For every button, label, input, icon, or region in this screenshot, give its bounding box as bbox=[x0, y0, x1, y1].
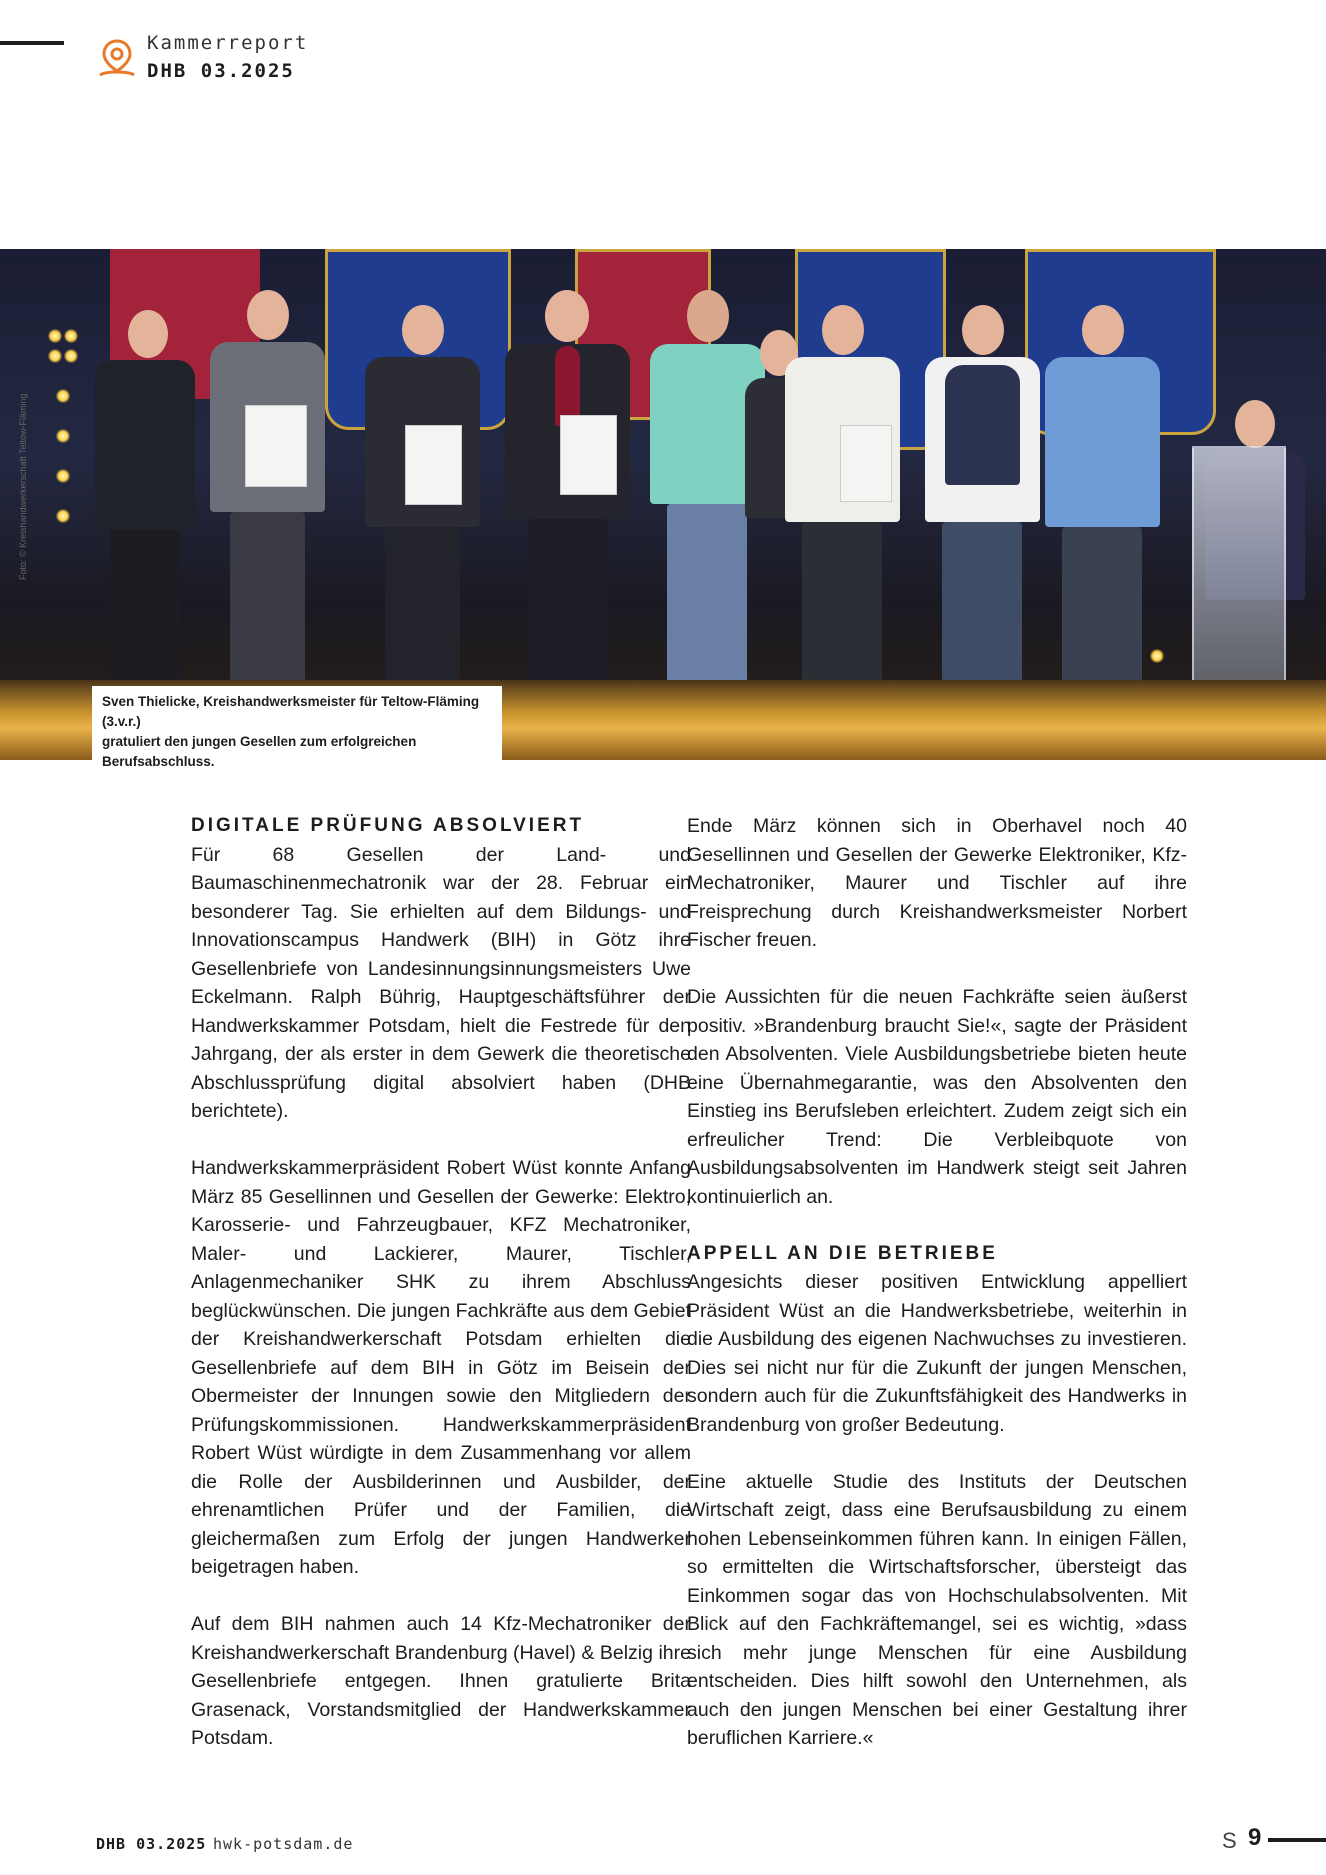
paragraph: Die Aussichten für die neuen Fachkräfte seien äußerst positiv. »Brandenburg braucht Sie!«, sagte der Präsident den Absolventen. Viele Ausbildungsbetriebe bieten heute eine Übernahmegarantie, was den Absolventen den Einstieg ins Berufsleben erleichtert. Zudem zeigt sich ein erfreulicher Trend: Die Verbleibquote von Ausbildungsabsolventen im Handwerk steigt seit Jahren kontinuierlich an. bbox=[687, 986, 1187, 1208]
person bbox=[90, 310, 200, 730]
article-column-left bbox=[191, 812, 691, 1781]
person bbox=[360, 305, 485, 730]
stage-light bbox=[64, 329, 78, 343]
person bbox=[500, 290, 635, 730]
section-heading: DIGITALE PRÜFUNG ABSOLVIERT bbox=[191, 815, 585, 836]
header-rule-left bbox=[0, 41, 64, 45]
person bbox=[920, 305, 1045, 730]
footer-issue: DHB 03.2025 bbox=[96, 1835, 207, 1853]
header-issue: DHB 03.2025 bbox=[147, 60, 295, 82]
paragraph: Für 68 Gesellen der Land- und Baumaschinenmechatronik war der 28. Februar ein besonderer Tag. Sie erhielten auf dem Bildungs- und Innovationscampus Handwerk (BIH) in Götz ihre Gesellenbriefe von Landesinnungsinnungsmeisters Uwe Eckelmann. Ralph Bührig, Hauptgeschäftsführer der Handwerkskammer Potsdam, hielt die Festrede für den Jahrgang, der als erster in dem Gewerk die theoretische Abschlussprüfung digital absolviert haben (DHB berichtete). bbox=[191, 843, 691, 1122]
section-kicker: Kammerreport bbox=[147, 32, 309, 54]
stage-light bbox=[56, 389, 70, 403]
article-column-right bbox=[687, 812, 1187, 1781]
section-heading: APPELL AN DIE BETRIEBE bbox=[687, 1242, 998, 1264]
photo-credit: Foto: © Kreishandwerkerschaft Teltow-Fläming bbox=[18, 393, 28, 580]
lectern bbox=[1192, 446, 1286, 720]
stage-light bbox=[56, 469, 70, 483]
person bbox=[1040, 305, 1165, 730]
paragraph: Ende März können sich in Oberhavel noch 40 Gesellinnen und Gesellen der Gewerke Elektroniker, Kfz-Mechatroniker, Maurer und Tischler auf ihre Freisprechung durch Kreishandwerksmeister Norbert Fischer freuen. bbox=[687, 815, 1187, 951]
footer-rule-right bbox=[1268, 1838, 1326, 1842]
stage-light bbox=[48, 349, 62, 363]
person bbox=[780, 305, 905, 730]
footer-url[interactable]: hwk-potsdam.de bbox=[213, 1835, 354, 1853]
person bbox=[205, 290, 330, 730]
page-number: 9 bbox=[1248, 1824, 1262, 1851]
stage-light bbox=[64, 349, 78, 363]
stage-light bbox=[56, 429, 70, 443]
page-prefix: S bbox=[1222, 1828, 1237, 1853]
paragraph: Auf dem BIH nahmen auch 14 Kfz-Mechatroniker der Kreishandwerkerschaft Brandenburg (Havel) & Belzig ihre Gesellenbriefe entgegen. Ihnen gratulierte Brita Grasenack, Vorstandsmitglied der Handwerkskammer Potsdam. bbox=[191, 1613, 691, 1749]
stage-light bbox=[48, 329, 62, 343]
article-photo bbox=[0, 249, 1326, 760]
photo-caption bbox=[92, 686, 502, 778]
stage-light bbox=[56, 509, 70, 523]
paragraph: Angesichts dieser positiven Entwicklung appelliert Präsident Wüst an die Handwerksbetriebe, weiterhin in die Ausbildung des eigenen Nachwuchses zu investieren. Dies sei nicht nur für die Zukunft der jungen Menschen, sondern auch für die Zukunftsfähigkeit des Handwerks in Brandenburg von großer Bedeutung. bbox=[687, 1271, 1187, 1436]
caption-line: Sven Thielicke, Kreishandwerksmeister für Teltow-Fläming (3.v.r.) bbox=[102, 694, 480, 729]
caption-line: gratuliert den jungen Gesellen zum erfolgreichen Berufsabschluss. bbox=[102, 734, 417, 769]
location-pin-icon bbox=[96, 37, 138, 79]
paragraph: Eine aktuelle Studie des Instituts der Deutschen Wirtschaft zeigt, dass eine Berufsausbildung zu einem hohen Lebenseinkommen führen kann. In einigen Fällen, so ermittelten die Wirtschaftsforscher, übersteigt das Einkommen sogar das von Hochschulabsolventen. Mit Blick auf den Fachkräftemangel, sei es wichtig, »dass sich mehr junge Menschen für eine Ausbildung entscheiden. Dies hilft sowohl den Unternehmen, als auch den jungen Menschen bei einer Gestaltung ihrer beruflichen Karriere.« bbox=[687, 1470, 1187, 1749]
paragraph: Handwerkskammerpräsident Robert Wüst konnte Anfang März 85 Gesellinnen und Gesellen der Gewerke: Elektro, Karosserie- und Fahrzeugbauer, KFZ Mechatroniker, Maler- und Lackierer, Maurer, Tischler, Anlagenmechaniker SHK zu ihrem Abschluss beglückwünschen. Die jungen Fachkräfte aus dem Gebiet der Kreishandwerkerschaft Potsdam erhielten die Gesellenbriefe auf dem BIH in Götz im Beisein der Obermeister der Innungen sowie den Mitgliedern der Prüfungskommissionen. Handwerkskammerpräsident Robert Wüst würdigte in dem Zusammenhang vor allem die Rolle der Ausbilderinnen und Ausbilder, der ehrenamtlichen Prüfer und der Familien, die gleichermaßen zum Erfolg der jungen Handwerker beigetragen haben. bbox=[191, 1157, 691, 1578]
